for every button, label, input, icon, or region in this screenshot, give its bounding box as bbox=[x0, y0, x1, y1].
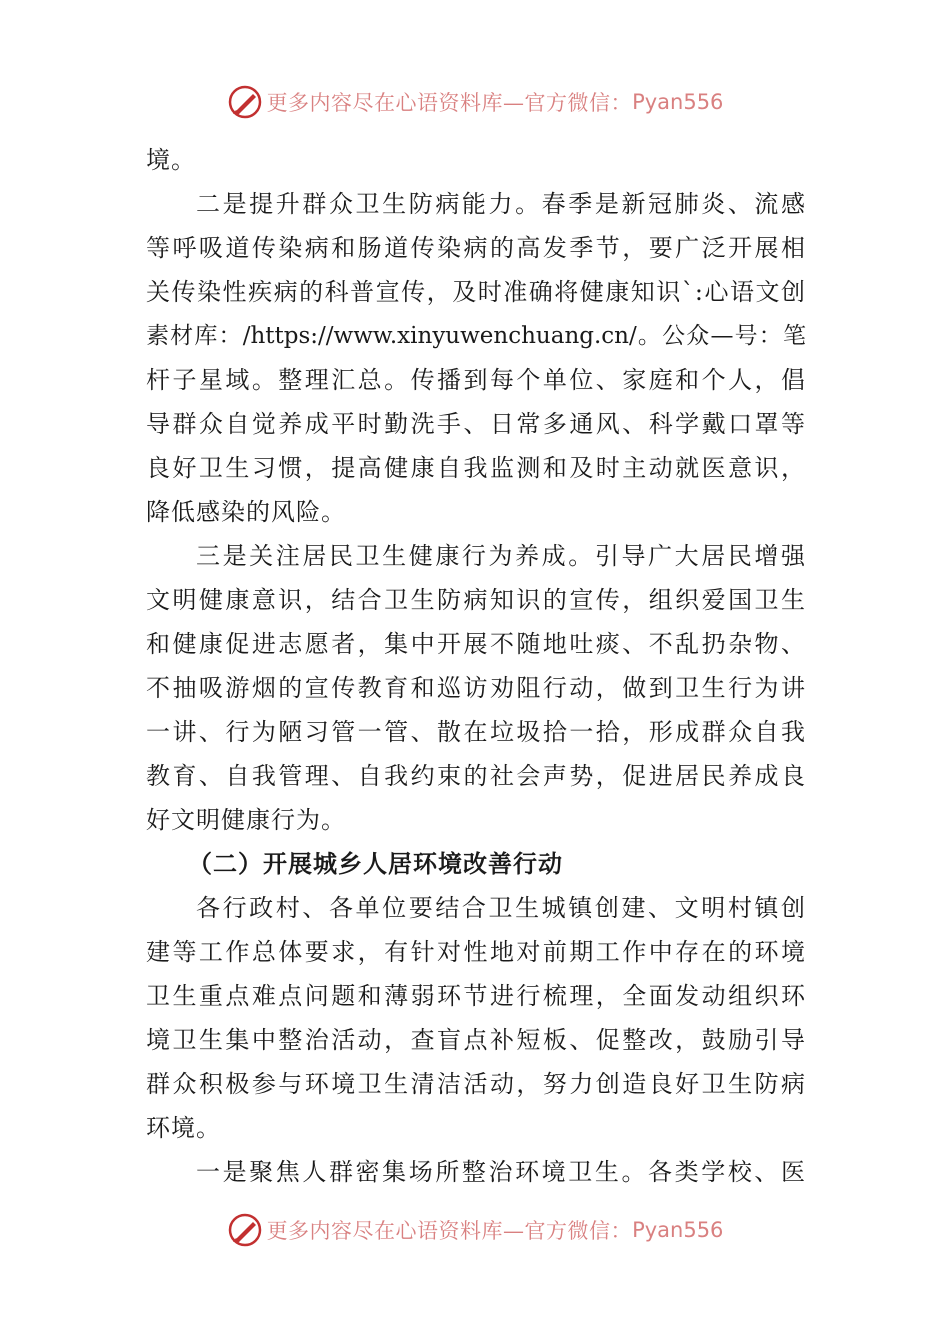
text-line: 和健康促进志愿者，集中开展不随地吐痰、不乱扔杂物、 bbox=[146, 630, 806, 658]
document-body bbox=[146, 138, 806, 1194]
text-line: 群众积极参与环境卫生清洁活动，努力创造良好卫生防病 bbox=[146, 1070, 806, 1098]
watermark-handle: Pyan556 bbox=[632, 90, 724, 114]
text-line: 素材库：/https://www.xinyuwenchuang.cn/。公众—号：笔 bbox=[146, 323, 806, 349]
text-line: 导群众自觉养成平时勤洗手、日常多通风、科学戴口罩等 bbox=[146, 410, 806, 438]
text-line: 良好卫生习惯，提高健康自我监测和及时主动就医意识， bbox=[146, 454, 806, 482]
watermark-text: 更多内容尽在心语资料库—官方微信： bbox=[266, 1219, 633, 1243]
text-line: 关传染性疾病的科普宣传，及时准确将健康知识`:心语文创 bbox=[146, 278, 806, 306]
text-line: 不抽吸游烟的宣传教育和巡访劝阻行动，做到卫生行为讲 bbox=[146, 674, 806, 702]
section-heading: （二）开展城乡人居环境改善行动 bbox=[188, 850, 563, 878]
text-line: 降低感染的风险。 bbox=[146, 498, 346, 526]
watermark-handle: Pyan556 bbox=[632, 1218, 724, 1242]
text-line: 境卫生集中整治活动，查盲点补短板、促整改，鼓励引导 bbox=[146, 1026, 806, 1054]
text-line: 环境。 bbox=[146, 1114, 221, 1142]
watermark-text: 更多内容尽在心语资料库—官方微信： bbox=[266, 91, 633, 115]
pen-logo-icon bbox=[227, 84, 263, 120]
pen-logo-icon bbox=[227, 1212, 263, 1248]
header-watermark-banner bbox=[0, 82, 950, 122]
text-line: 好文明健康行为。 bbox=[146, 806, 346, 834]
text-line: 建等工作总体要求，有针对性地对前期工作中存在的环境 bbox=[146, 938, 806, 966]
text-line: 文明健康意识，结合卫生防病知识的宣传，组织爱国卫生 bbox=[146, 586, 806, 614]
text-line: 等呼吸道传染病和肠道传染病的高发季节，要广泛开展相 bbox=[146, 234, 806, 262]
text-line: 卫生重点难点问题和薄弱环节进行梳理，全面发动组织环 bbox=[146, 982, 806, 1010]
text-line: 一是聚焦人群密集场所整治环境卫生。各类学校、医 bbox=[196, 1158, 806, 1186]
text-line: 二是提升群众卫生防病能力。春季是新冠肺炎、流感 bbox=[196, 190, 806, 218]
text-line: 杆子星域。整理汇总。传播到每个单位、家庭和个人，倡 bbox=[146, 366, 806, 394]
text-line: 教育、自我管理、自我约束的社会声势，促进居民养成良 bbox=[146, 762, 806, 790]
footer-watermark-banner bbox=[0, 1210, 950, 1250]
text-line: 三是关注居民卫生健康行为养成。引导广大居民增强 bbox=[196, 542, 806, 570]
text-line: 各行政村、各单位要结合卫生城镇创建、文明村镇创 bbox=[196, 894, 806, 922]
text-line: 一讲、行为陋习管一管、散在垃圾拾一拾，形成群众自我 bbox=[146, 718, 806, 746]
text-line: 境。 bbox=[146, 146, 196, 174]
